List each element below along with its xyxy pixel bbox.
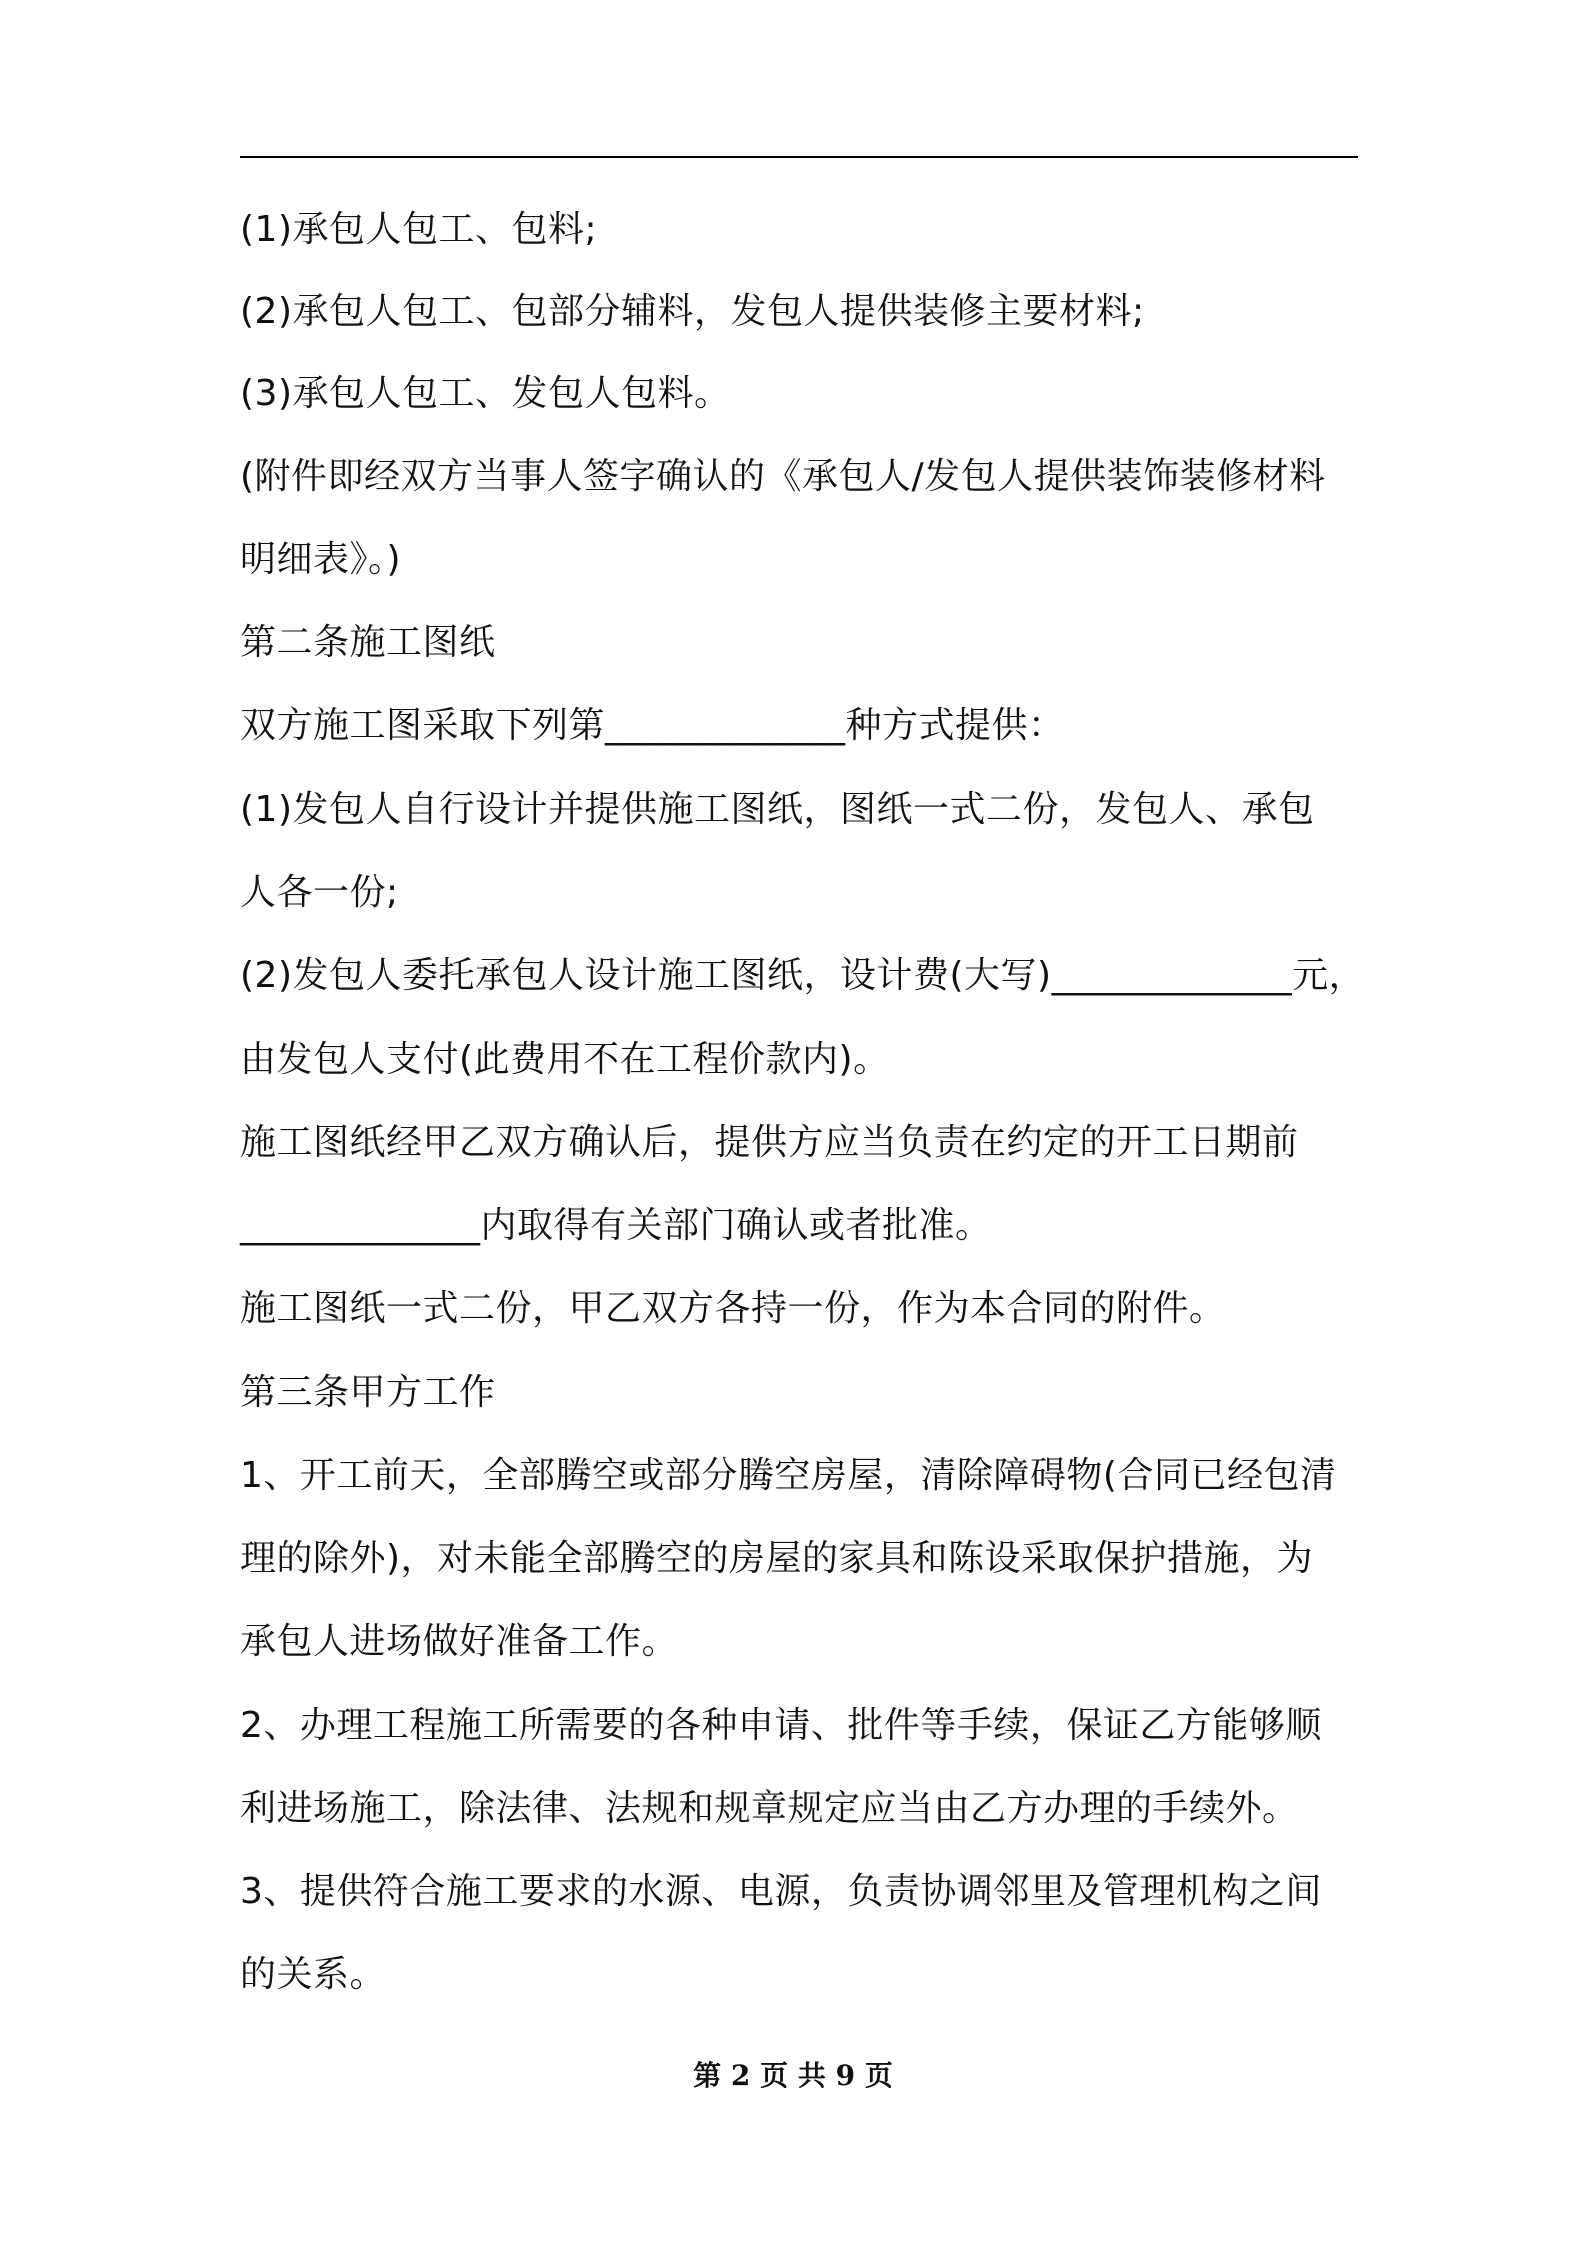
text-line: 施工图纸一式二份，甲乙双方各持一份，作为本合同的附件。 [240, 1288, 1226, 1329]
text-line: 的关系。 [240, 1954, 387, 1995]
text-line: 双方施工图采取下列第_____________种方式提供： [240, 705, 1065, 746]
text-line: (附件即经双方当事人签字确认的《承包人/发包人提供装饰装修材料 [240, 456, 1326, 497]
text-line: 3、提供符合施工要求的水源、电源，负责协调邻里及管理机构之间 [240, 1871, 1322, 1912]
text-line: 由发包人支付(此费用不在工程价款内)。 [240, 1039, 890, 1080]
text-line: _____________内取得有关部门确认或者批准。 [240, 1205, 992, 1246]
text-line: 1、开工前天，全部腾空或部分腾空房屋，清除障碍物(合同已经包清 [240, 1455, 1337, 1496]
section-heading: 第二条施工图纸 [240, 622, 496, 663]
text-line: (2)承包人包工、包部分辅料，发包人提供装修主要材料; [240, 291, 1145, 332]
header-rule [240, 156, 1358, 158]
text-line: (1)发包人自行设计并提供施工图纸，图纸一式二份，发包人、承包 [240, 789, 1315, 830]
page-number-footer: 第 2 页 共 9 页 [693, 2059, 893, 2092]
text-line: 明细表》。) [240, 539, 402, 580]
text-line: 2、办理工程施工所需要的各种申请、批件等手续，保证乙方能够顺 [240, 1705, 1322, 1746]
text-line: (1)承包人包工、包料; [240, 209, 598, 250]
section-heading: 第三条甲方工作 [240, 1372, 496, 1413]
text-line: 理的除外)，对未能全部腾空的房屋的家具和陈设采取保护措施，为 [240, 1538, 1314, 1579]
text-line: 承包人进场做好准备工作。 [240, 1621, 679, 1662]
text-line: 人各一份; [240, 872, 399, 913]
text-line: (2)发包人委托承包人设计施工图纸，设计费(大写)_____________元， [240, 955, 1366, 996]
text-line: 利进场施工，除法律、法规和规章规定应当由乙方办理的手续外。 [240, 1788, 1299, 1829]
text-line: 施工图纸经甲乙双方确认后，提供方应当负责在约定的开工日期前 [240, 1122, 1299, 1163]
text-line: (3)承包人包工、发包人包料。 [240, 373, 731, 414]
